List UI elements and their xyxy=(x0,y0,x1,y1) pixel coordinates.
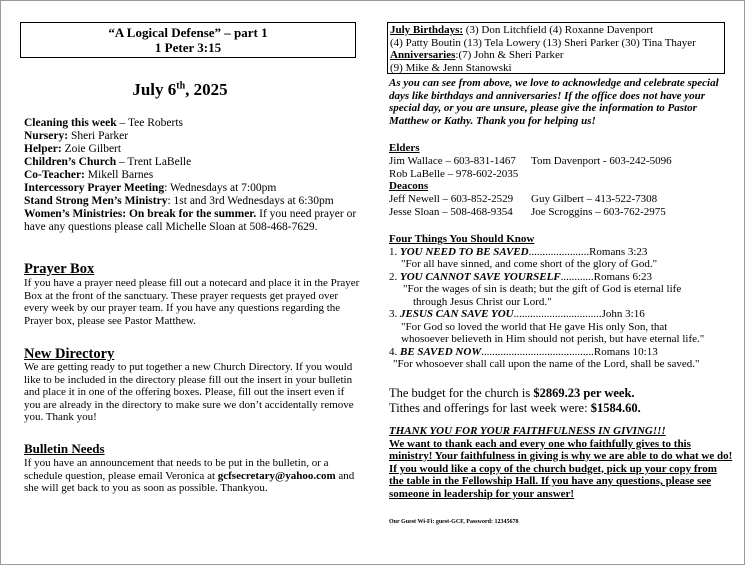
email-link[interactable]: gcfsecretary@yahoo.com xyxy=(217,469,336,482)
bulletin-date: July 6th, 2025 xyxy=(132,80,228,99)
prayer-box-heading: Prayer Box xyxy=(24,261,95,277)
role-helper: Helper: Zoie Gilbert xyxy=(24,143,122,155)
role-prayer-meeting: Intercessory Prayer Meeting: Wednesdays at 7:00pm xyxy=(24,182,277,194)
roles-list xyxy=(24,117,364,234)
stand-strong-ministry: Stand Strong Men’s Ministry: 1st and 3rd Wednesdays at 6:30pm xyxy=(24,195,334,207)
new-directory-text: We are getting ready to put together a new Church Directory. If you would like to be included in the directory please fill out the insert in your bulletin and place it in one of the offering boxes. Please, fill out the insert even if you are already in the directory to make sure we don’t accidentally remove you. Thank you! xyxy=(24,361,354,423)
four-things-item: 2. YOU CANNOT SAVE YOURSELF............Romans 6:23 xyxy=(389,270,653,283)
prayer-box-text: If you have a prayer need please fill out a notecard and place it in the Prayer Box at the front of the sanctuary. These prayer requests get prayed over every week by our prayer team. If you have any questions regarding the Prayer box, please see Pastor Matthew. xyxy=(24,277,360,327)
role-nursery: Nursery: Sheri Parker xyxy=(24,130,129,142)
bulletin-needs-text: If you have an announcement that needs to be put in the bulletin, or a schedule question, please email Veronica at gcfsecretary@yahoo.com and she will get back to you as soon as possible. Thankyou. xyxy=(24,457,355,494)
elders-section: Elders Jim Wallace – 603-831-1467 Tom Davenport - 603-242-5096 Rob LaBelle – 978-602-2035 xyxy=(389,142,672,180)
four-things-section: Four Things You Should Know 1. YOU NEED TO BE SAVED......................Romans 3:23 "For all have sinned, and come short of the glory of God." 2. YOU CANNOT SAVE YOURSELF............Romans 6:23 "For the wages of sin is death; but the gift of God is eternal life through Jesus Christ our Lord." 3. JESUS CAN SAVE YOU................................John 3:16 "For God so loved the world that He gave His only Son, that whosoever believeth in Him should not perish, but have eternal life." 4. BE SAVED NOW.........................................Romans 10:13 "For whosoever shall call upon the name of the Lord, shall be saved." xyxy=(389,233,734,371)
role-childrens-church: Children’s Church – Trent LaBelle xyxy=(24,156,192,168)
bulletin-needs-heading: Bulletin Needs xyxy=(24,441,105,456)
budget-section: The budget for the church is $2869.23 per week. Tithes and offerings for last week were: $1584.60. xyxy=(389,386,641,415)
four-things-item: 4. BE SAVED NOW.........................................Romans 10:13 xyxy=(389,345,658,358)
role-cleaning: Cleaning this week – Tee Roberts xyxy=(24,117,184,129)
womens-ministries: Women’s Ministries: On break for the summer. If you need prayer or have any questions please call Michelle Sloan at 508-468-7629. xyxy=(24,208,357,233)
deacons-section: Deacons Jeff Newell – 603-852-2529 Guy Gilbert – 413-522-7308 Jesse Sloan – 508-468-9354 Joe Scroggins – 603-762-2975 xyxy=(389,180,666,218)
acknowledge-text: As you can see from above, we love to acknowledge and celebrate special days like birthdays and anniversaries! If the office does not have your special day, or you are unsure, please give the information to Pastor Matthew or Kathy. Thank you for helping us! xyxy=(389,77,719,127)
birthdays-box: July Birthdays: (3) Don Litchfield (4) Roxanne Davenport (4) Patty Boutin (13) Tela Lowery (13) Sheri Parker (30) Tina Thayer Anniversaries:(7) John & Sheri Parker (9) Mike & Jenn Stanowski xyxy=(387,22,725,74)
four-things-item: 1. YOU NEED TO BE SAVED......................Romans 3:23 xyxy=(389,245,648,258)
wifi-info: Our Guest Wi-Fi: guest-GCF, Password: 12345678 xyxy=(389,519,519,525)
role-co-teacher: Co-Teacher: Mikell Barnes xyxy=(24,169,154,181)
sermon-scripture: 1 Peter 3:15 xyxy=(154,40,222,55)
four-things-item: 3. JESUS CAN SAVE YOU................................John 3:16 xyxy=(389,308,645,320)
sermon-title: “A Logical Defense” – part 1 xyxy=(108,25,268,40)
sermon-title-box xyxy=(20,22,356,58)
giving-thanks-section: THANK YOU FOR YOUR FAITHFULNESS IN GIVING!!! We want to thank each and every one who faithfully gives to this ministry! Your faithfulness in giving is why we are able to do what we do! If you would like a copy of the church budget, pick up your copy from the table in the Fellowship Hall. If you have any questions, please see someone in leadership for your answer! xyxy=(389,425,733,500)
new-directory-heading: New Directory xyxy=(24,346,115,362)
